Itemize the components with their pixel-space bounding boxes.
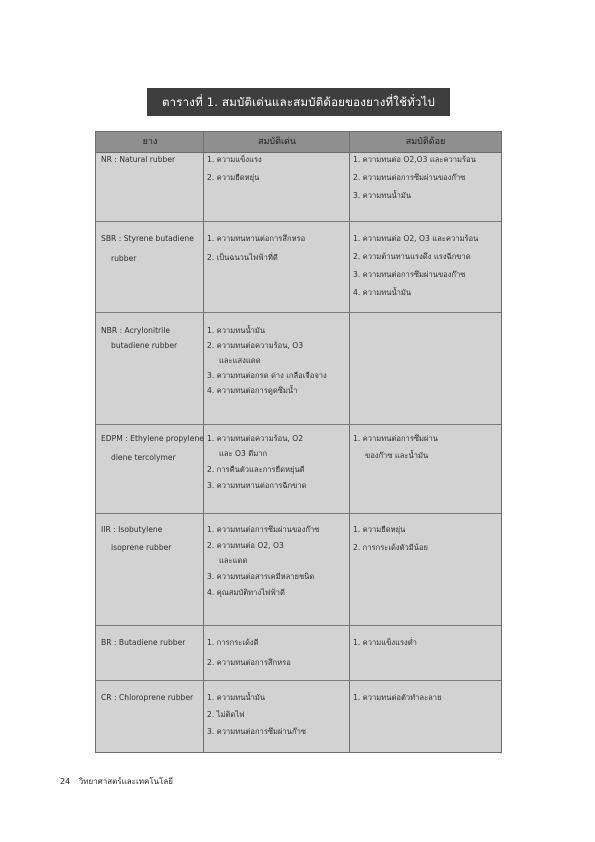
list-item: 2. ความทนต่อการซึมผ่านของก๊าซ — [353, 173, 466, 182]
disadvantages-list — [353, 232, 499, 299]
table-row-name — [101, 324, 203, 352]
rubber-name-cont: rubber — [111, 254, 137, 263]
list-item: 1. ความทนต่อความร้อน, O2 — [207, 434, 304, 443]
page-footer — [60, 775, 173, 788]
row-divider — [96, 513, 501, 514]
header-advantages: สมบัติเด่น — [257, 137, 297, 147]
list-item: 1. ความทนต่อ O2, O3 และความร้อน — [353, 234, 479, 243]
list-item: 1. การกระเด้งดี — [207, 638, 259, 647]
list-item: 2. ความทนต่อความร้อน, O3 — [207, 341, 304, 350]
list-item: 3. ความทนต่อการซึมผ่านก๊าซ — [207, 727, 306, 736]
page-number: 24 — [60, 777, 71, 786]
list-item: 2. ความต้านทานแรงดึง แรงฉีกขาด — [353, 252, 471, 261]
table-header-row — [96, 132, 501, 153]
header-rubber: ยาง — [142, 137, 158, 147]
list-item: และ O3 ดีมาก — [219, 449, 268, 458]
table-row-name — [101, 691, 203, 704]
rubber-name: EDPM : Ethylene propylene — [101, 434, 204, 443]
list-item: 4. ความทนน้ำมัน — [353, 288, 412, 297]
row-divider — [96, 625, 501, 626]
list-item: 1. ความแข็งแรง — [207, 155, 262, 164]
list-item: 1. ความทนต่อการซึมผ่าน — [353, 434, 438, 443]
rubber-name: CR : Chloroprene rubber — [101, 693, 194, 702]
list-item: 1. ความทนต่อตัวทำละลาย — [353, 693, 442, 702]
rubber-name: BR : Butadiene rubber — [101, 638, 186, 647]
list-item: 1. ความทนต่อการซึมผ่านของก๊าซ — [207, 525, 320, 534]
column-divider — [349, 132, 350, 752]
list-item: 2. ความทนต่อ O2, O3 — [207, 541, 284, 550]
list-item: 3. ความทนต่อสารเคมีหลายชนิด — [207, 572, 315, 581]
rubber-name-cont: isoprene rubber — [111, 543, 172, 552]
rubber-name-cont: butadiene rubber — [111, 341, 178, 350]
list-item: 2. เป็นฉนวนไฟฟ้าที่ดี — [207, 253, 278, 262]
list-item: 2. ไม่ติดไฟ — [207, 710, 245, 719]
list-item: 1. ความทนน้ำมัน — [207, 326, 266, 335]
list-item: 3. ความทนทานต่อการฉีกขาด — [207, 481, 307, 490]
list-item: 2. ความยืดหยุ่น — [207, 173, 260, 182]
advantages-list — [207, 324, 348, 397]
list-item: 1. ความยืดหยุ่น — [353, 525, 406, 534]
advantages-list — [207, 432, 348, 492]
list-item: 4. คุณสมบัติทางไฟฟ้าดี — [207, 588, 285, 597]
disadvantages-list — [353, 432, 499, 462]
list-item: 3. ความทนต่อกรด ด่าง เกลือเจือจาง — [207, 371, 327, 380]
list-item: 1. ความทนน้ำมัน — [207, 693, 266, 702]
list-item: 2. การกระเด้งตัวมีน้อย — [353, 543, 428, 552]
list-item: 1. ความแข็งแรงต่ำ — [353, 638, 417, 647]
advantages-list — [207, 636, 348, 669]
list-item: และแดด — [219, 556, 248, 565]
table-row-name — [101, 523, 203, 554]
rubber-name-cont: diene tercolymer — [111, 453, 176, 462]
list-item: 3. ความทนน้ำมัน — [353, 191, 412, 200]
list-item: 1. ความทนต่อ O2,O3 และความร้อน — [353, 155, 476, 164]
advantages-list — [207, 691, 348, 738]
row-divider — [96, 424, 501, 425]
list-item: 4. ความทนต่อการดูดซึมน้ำ — [207, 386, 298, 395]
list-item: 1. ความทนทานต่อการสึกหรอ — [207, 234, 306, 243]
list-item: ของก๊าซ และน้ำมัน — [365, 451, 429, 460]
rubber-name: NBR : Acrylonitrile — [101, 326, 171, 335]
list-item: 3. ความทนต่อการซึมผ่านของก๊าซ — [353, 270, 466, 279]
disadvantages-list — [353, 523, 499, 554]
advantages-list — [207, 153, 348, 184]
rubber-name: IIR : Isobutylene — [101, 525, 163, 534]
footer-text: วิทยาศาสตร์และเทคโนโลยี — [78, 777, 173, 786]
table-row-name — [101, 153, 203, 166]
rubber-name: SBR : Styrene butadiene — [101, 234, 194, 243]
advantages-list — [207, 232, 348, 264]
list-item: 2. การคืนตัวและการยืดหยุ่นดี — [207, 465, 305, 474]
table-row-name — [101, 636, 203, 649]
table-row-name — [101, 432, 203, 464]
disadvantages-list — [353, 153, 499, 202]
row-divider — [96, 312, 501, 313]
table-row-name — [101, 232, 203, 265]
advantages-list — [207, 523, 348, 599]
list-item: และแสงแดด — [219, 356, 261, 365]
disadvantages-list — [353, 636, 499, 649]
header-disadvantages: สมบัติด้อย — [405, 137, 446, 147]
table-title: ตารางที่ 1. สมบัติเด่นและสมบัติด้อยของยางที่ใช้ทั่วไป — [147, 88, 450, 116]
rubber-properties-table — [95, 131, 502, 753]
rubber-name: NR : Natural rubber — [101, 155, 176, 164]
row-divider — [96, 221, 501, 222]
row-divider — [96, 680, 501, 681]
disadvantages-list — [353, 691, 499, 704]
list-item: 2. ความทนต่อการสึกหรอ — [207, 658, 291, 667]
